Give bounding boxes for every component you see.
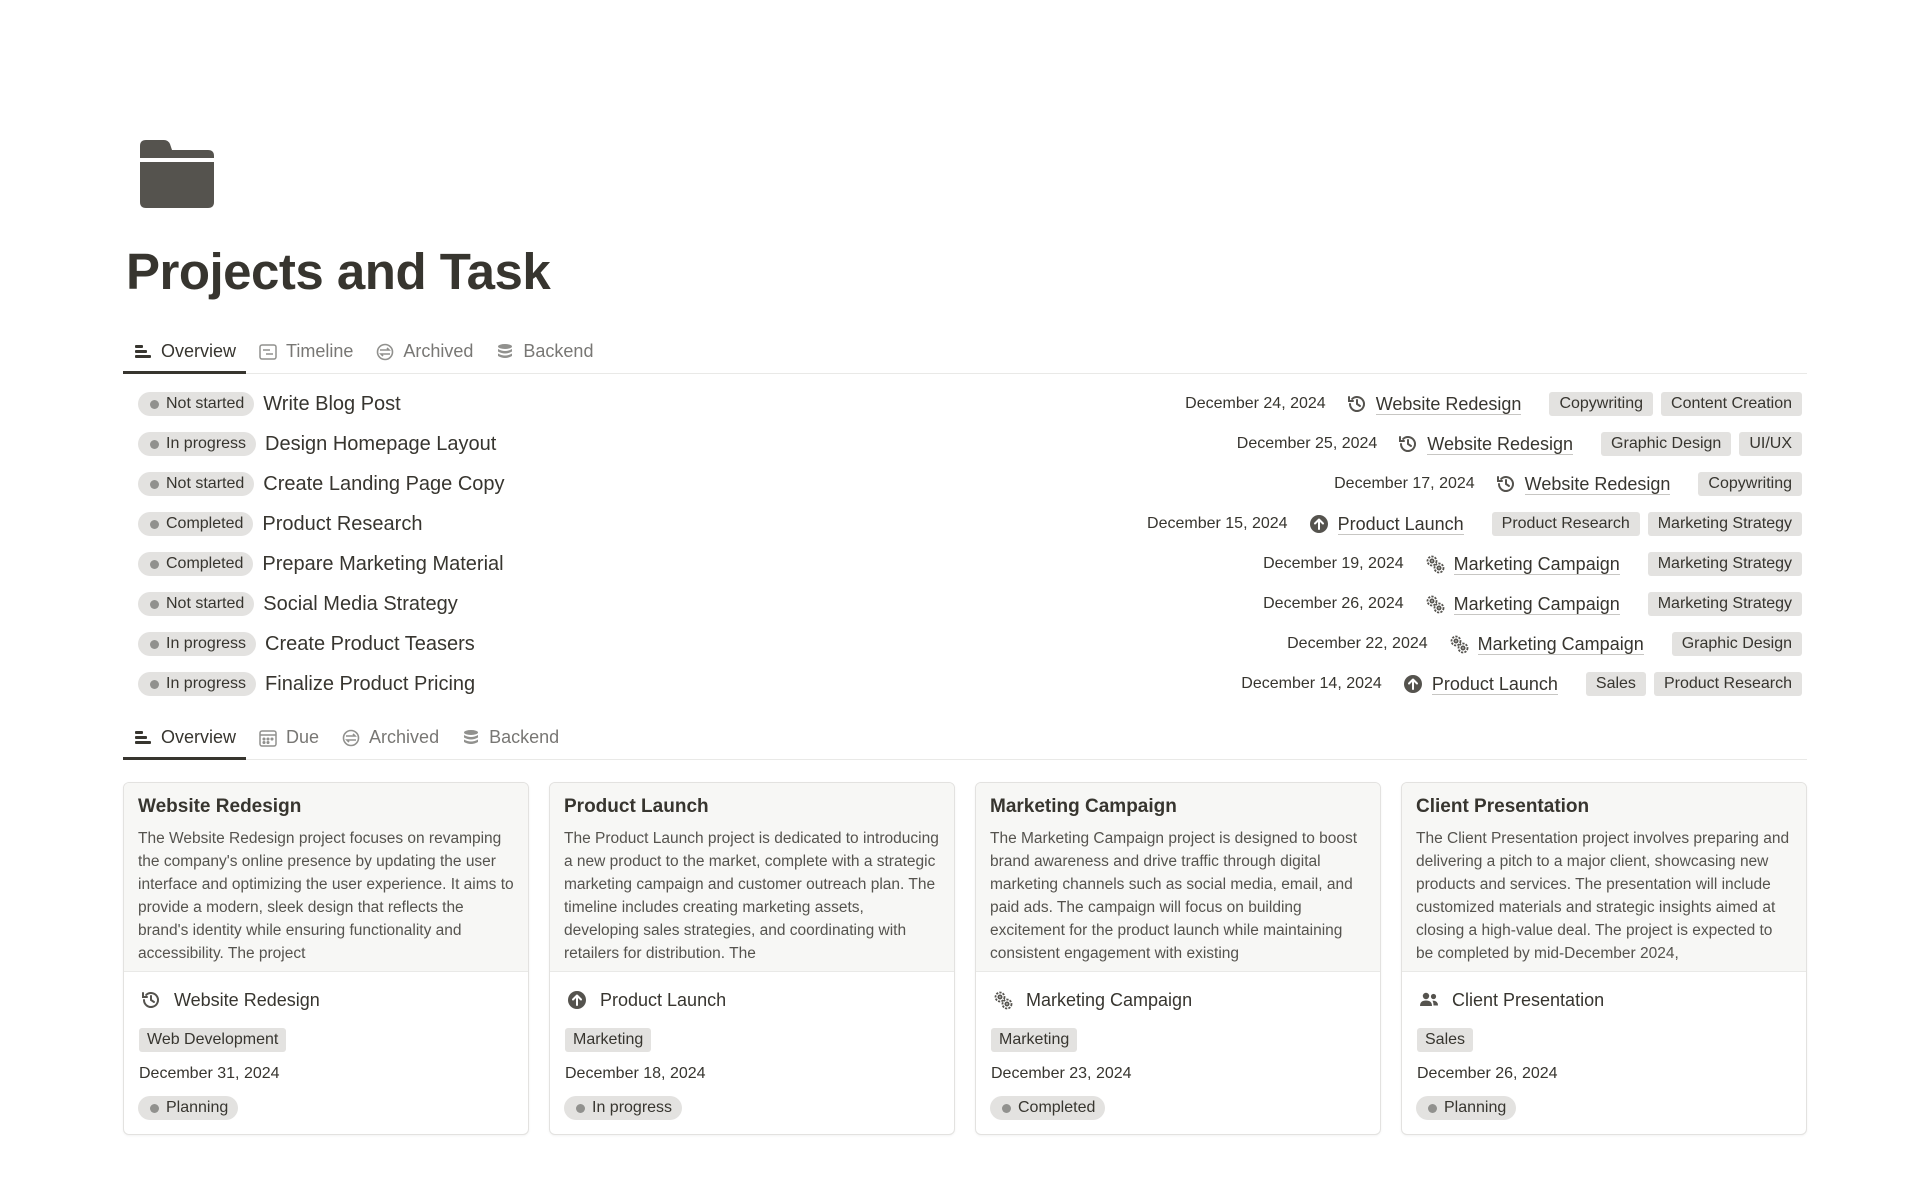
tag: Marketing Strategy [1648,512,1802,536]
card-properties [550,972,954,1120]
project-link[interactable] [1495,473,1671,495]
card-project-link[interactable] [138,972,514,1028]
card-preview [976,783,1380,972]
status-badge[interactable] [138,472,254,496]
task-name[interactable]: Create Product Teasers [265,632,475,655]
status-dot [150,560,159,569]
status-label: Planning [166,1099,229,1116]
task-name[interactable]: Write Blog Post [263,392,401,415]
card-preview [550,783,954,972]
card-status-wrap [564,1096,940,1120]
card-project-link[interactable] [990,972,1366,1028]
table-row[interactable] [138,544,1802,584]
archive-icon [375,342,395,362]
card-properties [1402,972,1806,1120]
card-properties [976,972,1380,1120]
card-project-label: Client Presentation [1452,989,1605,1010]
project-link[interactable] [1346,393,1522,415]
card-due-date: December 31, 2024 [139,1065,280,1082]
table-row[interactable] [138,504,1802,544]
status-label: In progress [166,635,247,652]
status-dot [576,1104,585,1113]
card-properties [124,972,528,1120]
board-icon [133,342,153,362]
task-name[interactable]: Prepare Marketing Material [262,552,504,575]
project-link-label: Website Redesign [1427,433,1574,454]
table-row[interactable] [138,464,1802,504]
status-label: Not started [166,475,245,492]
status-label: Planning [1444,1099,1507,1116]
tag: Copywriting [1698,472,1802,496]
tab-label: Due [286,727,320,747]
status-label: Completed [1018,1099,1096,1116]
status-badge[interactable] [138,632,256,656]
project-link[interactable] [1448,633,1644,655]
task-due-date: December 15, 2024 [1147,515,1288,532]
project-link[interactable] [1397,433,1573,455]
status-label: Completed [166,555,244,572]
task-due-date: December 19, 2024 [1263,555,1404,572]
card-tag: Marketing [565,1028,651,1052]
upload-icon [1308,513,1330,535]
task-due-date: December 25, 2024 [1236,435,1378,452]
status-label: In progress [592,1099,673,1116]
tab-overview[interactable] [123,330,246,373]
task-due-date: December 24, 2024 [1185,395,1326,412]
status-badge[interactable] [138,512,253,536]
card-project-label: Website Redesign [174,989,320,1010]
tag: Sales [1586,672,1646,696]
card-title: Marketing Campaign [990,796,1177,817]
status-dot [150,440,159,449]
task-name[interactable]: Social Media Strategy [263,592,458,615]
card-status-wrap [138,1096,514,1120]
project-card[interactable] [975,782,1381,1135]
project-link-label: Marketing Campaign [1453,553,1620,574]
tag: Marketing Strategy [1648,552,1802,576]
history-icon [1346,393,1368,415]
tab-archived[interactable] [365,330,483,373]
card-project-label: Marketing Campaign [1026,989,1193,1010]
calendar-icon [258,728,278,748]
card-tag: Sales [1417,1028,1473,1052]
project-link-label: Product Launch [1337,513,1464,534]
status-label: Completed [166,515,244,532]
status-dot [150,480,159,489]
page-title: Projects and Task [126,243,551,300]
card-title: Website Redesign [138,796,302,817]
task-due-date: December 14, 2024 [1241,675,1382,692]
status-badge[interactable] [138,392,254,416]
status-label: In progress [166,675,247,692]
table-row[interactable] [138,584,1802,624]
tag: Copywriting [1549,392,1653,416]
card-project-link[interactable] [1416,972,1792,1028]
status-badge[interactable] [138,432,256,456]
board-icon [133,728,153,748]
history-icon [140,989,162,1011]
upload-icon [566,989,588,1011]
tab-label: Backend [489,727,560,747]
project-link[interactable] [1424,593,1620,615]
status-label: In progress [166,435,247,452]
card-status-wrap [1416,1096,1792,1120]
project-link[interactable] [1308,513,1464,535]
project-card[interactable] [1401,782,1807,1135]
gears-icon [1424,553,1446,575]
card-title: Product Launch [564,796,709,817]
status-badge[interactable] [138,1096,238,1120]
tag: Graphic Design [1601,432,1731,456]
card-preview [1402,783,1806,972]
people-icon [1418,989,1440,1011]
status-dot [150,400,159,409]
status-badge[interactable] [138,672,256,696]
project-gallery [123,782,1807,1135]
tab-archived[interactable] [331,716,449,759]
card-title: Client Presentation [1416,796,1590,817]
card-description: The Marketing Campaign project is designed to boost brand awareness and drive traffic through digital marketing channels such as social media, email, and paid ads. The campaign will focus on building excitement for the product launch while maintaining consistent engagement with existing [990,830,1358,962]
database-icon [461,728,481,748]
project-card[interactable] [123,782,529,1135]
projects-view-tabs [123,716,1807,760]
card-project-label: Product Launch [600,989,727,1010]
project-link-label: Website Redesign [1524,473,1671,494]
table-row[interactable] [138,384,1802,424]
card-status-wrap [990,1096,1366,1120]
task-due-date: December 22, 2024 [1287,635,1428,652]
task-name[interactable]: Create Landing Page Copy [263,472,505,495]
gears-icon [992,989,1014,1011]
task-due-date: December 26, 2024 [1263,595,1404,612]
status-label: Not started [166,395,245,412]
status-dot [150,640,159,649]
card-due-date: December 18, 2024 [565,1065,706,1082]
status-badge[interactable] [138,592,254,616]
database-icon [495,342,515,362]
card-description: The Product Launch project is dedicated to introducing a new product to the market, complete with a strategic marketing campaign and customer outreach plan. The timeline includes creating marketing assets, developing sales strategies, and coordinating with retailers for distribution. The [564,830,939,962]
tab-label: Archived [403,341,474,361]
history-icon [1495,473,1517,495]
gears-icon [1424,593,1446,615]
table-row[interactable] [138,424,1802,464]
status-badge[interactable] [138,552,253,576]
task-list [138,384,1802,704]
status-badge[interactable] [564,1096,682,1120]
gears-icon [1448,633,1470,655]
status-dot [150,600,159,609]
table-row[interactable] [138,664,1802,704]
project-card[interactable] [549,782,955,1135]
tab-label: Overview [161,341,237,361]
tab-label: Timeline [286,341,354,361]
archive-icon [341,728,361,748]
tab-timeline[interactable] [248,330,363,373]
tag: UI/UX [1739,432,1802,456]
history-icon [1397,433,1419,455]
card-description: The Client Presentation project involves preparing and delivering a pitch to a major client, showcasing new products and services. The presentation will include customized materials and strategic insights aimed at closing a high-value deal. The project is expected to be completed by mid-December 2024, [1416,830,1790,962]
tab-due[interactable] [248,716,329,759]
tag: Graphic Design [1672,632,1802,656]
tag: Product Research [1654,672,1802,696]
upload-icon [1402,673,1424,695]
card-due-date: December 23, 2024 [991,1065,1132,1082]
status-dot [150,1104,159,1113]
status-dot [150,680,159,689]
tab-label: Archived [369,727,440,747]
tag: Product Research [1492,512,1640,536]
task-due-date: December 17, 2024 [1334,475,1475,492]
tab-backend[interactable] [451,716,569,759]
table-row[interactable] [138,624,1802,664]
card-project-link[interactable] [564,972,940,1028]
project-link[interactable] [1402,673,1558,695]
card-due-date: December 26, 2024 [1417,1065,1558,1082]
status-dot [150,520,159,529]
tab-overview[interactable] [123,716,246,759]
card-tag: Web Development [139,1028,286,1052]
card-description: The Website Redesign project focuses on revamping the company's online presence by updating the user interface and optimizing the user experience. It aims to provide a modern, sleek design that reflects the brand's identity while ensuring functionality and accessibility. The project [138,830,514,962]
project-link-label: Product Launch [1431,673,1558,694]
tag: Marketing Strategy [1648,592,1802,616]
tab-label: Overview [161,727,237,747]
tab-backend[interactable] [485,330,603,373]
status-dot [1428,1104,1437,1113]
card-preview [124,783,528,972]
task-name[interactable]: Product Research [262,512,423,535]
tasks-view-tabs [123,330,1807,374]
task-name[interactable]: Design Homepage Layout [265,432,497,455]
tag: Content Creation [1661,392,1802,416]
status-badge[interactable] [990,1096,1105,1120]
project-link-label: Marketing Campaign [1477,633,1644,654]
project-link[interactable] [1424,553,1620,575]
status-badge[interactable] [1416,1096,1516,1120]
tab-label: Backend [523,341,594,361]
task-name[interactable]: Finalize Product Pricing [265,672,476,695]
folder-icon[interactable] [138,138,216,210]
status-label: Not started [166,595,245,612]
card-tag: Marketing [991,1028,1077,1052]
status-dot [1002,1104,1011,1113]
project-link-label: Website Redesign [1375,393,1522,414]
timeline-icon [258,342,278,362]
project-link-label: Marketing Campaign [1453,593,1620,614]
